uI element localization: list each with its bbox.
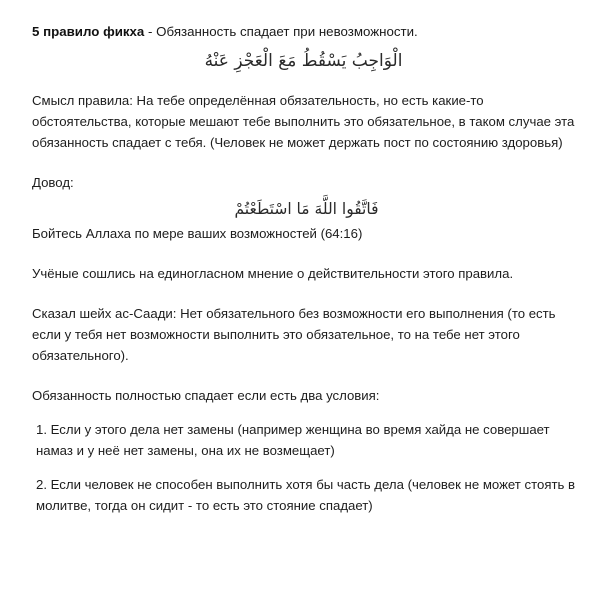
list-item: 2. Если человек не способен выполнить хотя бы часть дела (человек не может стоять в молитве, тогда он сидит - то есть это стояние спадает)	[36, 477, 576, 514]
proof-translation: Бойтесь Аллаха по мере ваших возможностей (64:16)	[32, 226, 363, 241]
rule-number-title: 5 правило фикха	[32, 24, 145, 39]
spacer	[32, 244, 585, 263]
spacer	[32, 284, 585, 303]
conditions-intro: Обязанность полностью спадает если есть два условия:	[32, 388, 380, 403]
rule-statement: Обязанность спадает при невозможности.	[156, 24, 418, 39]
spacer	[32, 366, 585, 385]
rule-heading	[32, 22, 585, 42]
arabic-proof-text: فَاتَّقُوا اللَّهَ مَا اسْتَطَعْتُمْ	[234, 200, 379, 218]
list-item: 1. Если у этого дела нет замены (например женщина во время хайда не совершает намаз и у неё нет замены, она их не возмещает)	[36, 422, 550, 459]
rule-heading-separator: -	[144, 24, 157, 39]
arabic-rule-text: الْوَاجِبُ يَسْقُطُ مَعَ الْعَجْزِ عَنْهُ	[204, 51, 403, 71]
proof-label: Довод:	[32, 175, 74, 190]
meaning-paragraph: Смысл правила: На тебе определённая обязательность, но есть какие-то обстоятельства, которые мешают тебе выполнить это обязательное, в таком случае эта обязанность спадает с тебя. (Человек не может держать пост по состоянию здоровья)	[32, 93, 575, 150]
spacer	[32, 153, 585, 172]
saadi-paragraph: Сказал шейх ас-Саади: Нет обязательного без возможности его выполнения (то есть если у тебя нет возможности выполнить это обязательное, то на тебе нет этого обязательного).	[32, 306, 556, 363]
consensus-paragraph: Учёные сошлись на единогласном мнение о действительности этого правила.	[32, 266, 514, 281]
